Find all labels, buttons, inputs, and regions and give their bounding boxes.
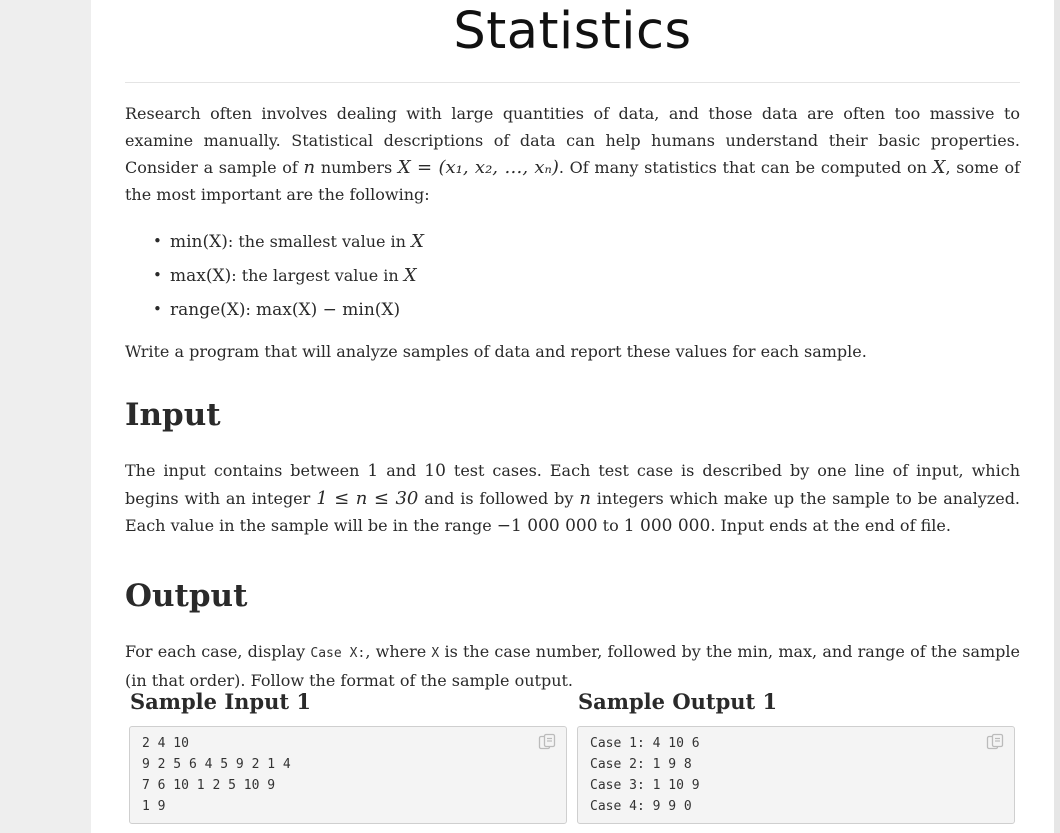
sample-input-box[interactable]	[129, 726, 567, 824]
sample-line: Case 4: 9 9 0	[590, 799, 692, 814]
copy-icon[interactable]	[538, 733, 556, 751]
scrollbar[interactable]	[1054, 0, 1060, 833]
statistics-list	[125, 225, 1020, 327]
page-title: Statistics	[453, 2, 692, 61]
sample-line: Case 3: 1 10 9	[590, 778, 700, 793]
sample-output-box[interactable]	[577, 726, 1015, 824]
inline-code: X	[431, 646, 440, 661]
intro-paragraph: Research often involves dealing with large quantities of data, and those data are often too massive to examine manually. Statistical descriptions of data can help humans understand their basic properties. Consider a sample of n numbers X = (x₁, x₂, …, xₙ). Of many statistics that can be computed on X, some of the most important are the following:	[125, 104, 1021, 204]
sample-input-title: Sample Input 1	[130, 689, 311, 714]
output-paragraph: For each case, display Case X:, where X is the case number, followed by the min, max, and range of the sample (in that order). Follow the format of the sample output.	[125, 642, 1020, 690]
math-n: n	[303, 157, 316, 178]
task-paragraph: Write a program that will analyze samples of data and report these values for each sample.	[125, 342, 867, 361]
list-item-min: • min(X): the smallest value in X	[170, 225, 1020, 259]
problem-sheet	[91, 0, 1054, 833]
list-item-max: • max(X): the largest value in X	[170, 259, 1020, 293]
list-item-range: • range(X): max(X) − min(X)	[170, 293, 1020, 327]
sample-line: 9 2 5 6 4 5 9 2 1 4	[142, 757, 291, 772]
sample-output-title: Sample Output 1	[578, 689, 778, 714]
title-divider	[125, 82, 1020, 83]
copy-icon[interactable]	[986, 733, 1004, 751]
inline-code: Case X:	[310, 646, 366, 661]
sample-output	[577, 686, 1015, 824]
output-heading: Output	[125, 578, 248, 614]
sample-line: 7 6 10 1 2 5 10 9	[142, 778, 276, 793]
problem-content	[125, 0, 1021, 814]
sample-line: Case 2: 1 9 8	[590, 757, 692, 772]
math-tuple: X = (x₁, x₂, …, xₙ)	[397, 157, 559, 178]
sample-line: 1 9	[142, 799, 166, 814]
input-paragraph: The input contains between 1 and 10 test cases. Each test case is described by one line of input, which begins with an integer 1 ≤ n ≤ 30 and is followed by n integers which make up the sample to be analyzed. Each value in the sample will be in the range −1 000 000 to 1 000 000. Input ends at the end of file.	[125, 461, 1021, 536]
math-x: X	[932, 157, 946, 178]
sample-input	[129, 686, 567, 824]
input-heading: Input	[125, 397, 221, 433]
sample-line: Case 1: 4 10 6	[590, 736, 700, 751]
sample-line: 2 4 10	[142, 736, 189, 751]
